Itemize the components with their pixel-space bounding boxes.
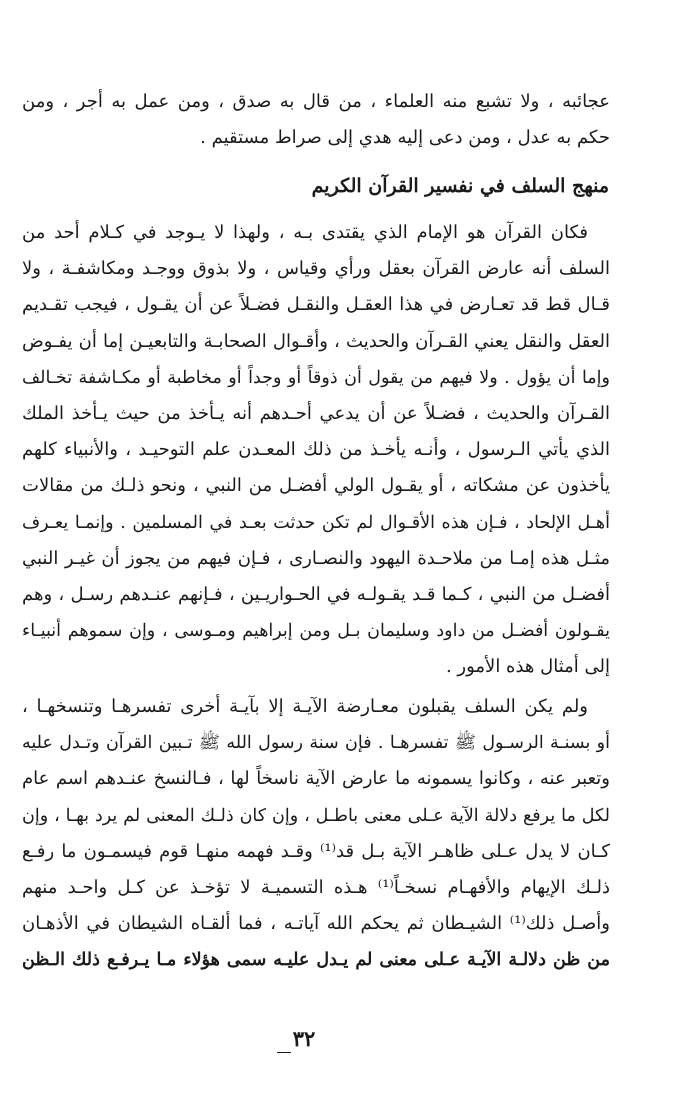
text-line: فكان القرآن هو الإمام الذي يقتدى بـه ، ولهذا لا يـوجد في كـلام أحد من — [22, 222, 588, 243]
text-line: وتعبر عنه ، وكانوا يسمونه ما عارض الآية ناسخاً لها ، فـالنسخ عنـدهم اسم عام — [22, 768, 610, 790]
text-line: يأخذون عن مشكاته ، أو يقـول الولي أفضـل من النبي ، ونحو ذلـك من مقالات — [22, 475, 610, 497]
text-line: العقل والنقل يعني القـرآن والحديث ، وأقـوال الصحابـة والتابعيـن إما أن يفـوض — [22, 330, 610, 352]
text-line: السلف أنه عارض القرآن بعقل ورأي وقياس ، ولا بذوق ووجـد ومكاشفـة ، ولا — [22, 258, 610, 280]
text-line: قـال قط قد تعـارض في هذا العقـل والنقـل فضـلاً عن أن يقـول ، فيجب تقـديم — [22, 294, 610, 316]
text-line: كـان لا يدل عـلى ظاهـر الآية بـل قد⁽¹⁾ وقـد فهمه منهـا قوم فيسمـون ما رفـع — [22, 840, 610, 862]
text-line: مثـل هذه إمـا من ملاحـدة اليهود والنصـارى ، فـإن فيهم من يجوز أن غيـر النبي — [22, 547, 610, 569]
text-line: أفضـل من النبي ، كـما قـد يقـولـه في الحـواريـين ، فـإنهم عنـدهم رسـل ، وهم — [22, 584, 610, 606]
paragraph-main — [22, 215, 610, 686]
text-line: يقـولون أفضـل من داود وسليمان بـل ومن إبراهيم ومـوسى ، وإن سموهم أنبيـاء — [22, 621, 610, 642]
text-line: من ظن دلالـة الآيـة عـلى معنى لم يـدل عليـه سمى هؤلاء مـا يـرفـع ذلك الـظن — [22, 950, 610, 971]
text-line: الذي يأتي الـرسول ، وأنـه يأخـذ من ذلك المعـدن علم التوحيـد ، والأنبياء كلهم — [22, 439, 610, 461]
text-line: القـرآن والحديث ، فضـلاً عن أن يدعي أحـدهم أنه يـأخذ من حيث يـأخذ الملك — [22, 403, 610, 425]
text-line: وأصـل ذلك⁽¹⁾ الشيـطان ثم يحكم الله آياتـه ، فما ألقـاه الشيطان في الأذهـان — [22, 913, 610, 935]
page-number: ٣٢ — [292, 1026, 316, 1051]
text-line: أهـل الإلحاد ، فـإن هذه الأقـوال لم تكن حدثت بعـد في المسلمين . وإنمـا يعـرف — [22, 512, 610, 533]
text-line: إلى أمثال هذه الأمور . — [445, 656, 610, 678]
text-line: حكم به عدل ، ومن دعى إليه هدي إلى صراط مستقيم . — [200, 127, 610, 149]
text-line: أو بسنـة الرسـول ﷺ تفسرهـا . فإن سنة رسول الله ﷺ تـبين القرآن وتـدل عليه — [22, 733, 610, 754]
page-number-rule — [277, 1052, 291, 1053]
text-line: ولم يكن السلف يقبلون معـارضة الآيـة إلا بآيـة أخرى تفسرهـا وتنسخهـا ، — [22, 696, 588, 717]
paragraph-top — [22, 84, 610, 156]
text-line: ذلـك الإيهام والأفهـام نسخـاً⁽¹⁾ هـذه التسميـة لا تؤخـذ عن كـل واحـد منهم — [22, 877, 610, 899]
text-line: عجائبه ، ولا تشبع منه العلماء ، من قال به صدق ، ومن عمل به أجر ، ومن — [22, 91, 610, 112]
paragraph-bottom — [22, 689, 610, 979]
text-line: وإما أن يؤول . ولا فيهم من يقول أن ذوقاً أو وجداً أو مخاطبة أو مكـاشفة تخـالف — [22, 367, 610, 388]
section-heading: منهج السلف في نفسير القرآن الكريم — [311, 175, 609, 197]
text-line: لكل ما يرفع دلالة الآية عـلى معنى باطـل ، وإن كان ذلـك المعنى لم يرد بهـا ، وإن — [22, 805, 610, 826]
